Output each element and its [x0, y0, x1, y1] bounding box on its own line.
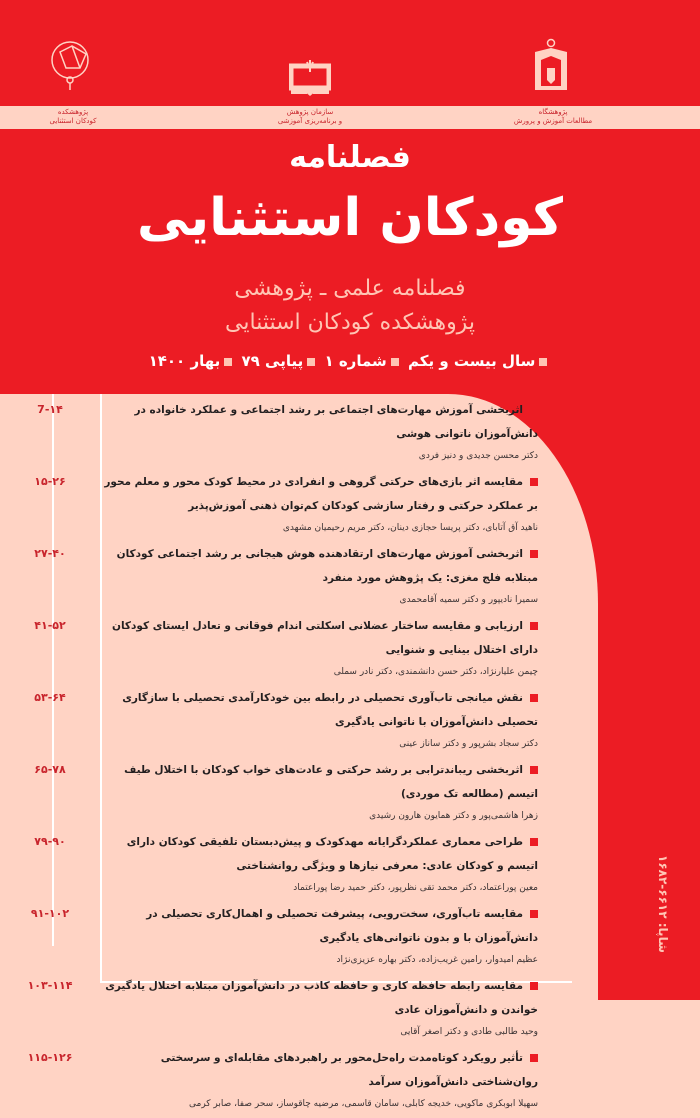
logo-label-line: سازمان پژوهش: [286, 108, 334, 116]
page-range: ۲۷-۴۰: [34, 547, 66, 560]
page-range: ۶۵-۷۸: [34, 763, 66, 776]
issue-number: شماره ۱: [324, 352, 387, 370]
logo-label-line: و برنامه‌ریزی آموزشی: [277, 117, 343, 125]
issue-season: بهار ۱۴۰۰: [148, 352, 221, 370]
page-range: ۱۰۳-۱۱۴: [27, 979, 73, 992]
journal-type-label: فصلنامه: [289, 140, 411, 175]
logo-label-line: کودکان استثنایی: [49, 117, 97, 125]
square-bullet-icon: [530, 478, 538, 486]
research-planning-organization-logo: [289, 60, 331, 98]
issue-year: سال بیست و یکم: [408, 352, 536, 370]
logo-label-line: پژوهشگاه: [538, 108, 568, 116]
article-authors: معین پوراعتماد، دکتر محمد تقی نظرپور، دکتر حمید رضا پوراعتماد: [293, 883, 538, 893]
article-title: [100, 1046, 560, 1094]
publisher-name: پژوهشکده کودکان استثنایی: [225, 310, 475, 335]
institute-exceptional-children-logo: [50, 38, 94, 94]
square-bullet-icon: [530, 766, 538, 774]
article-authors: ناهید آق آتابای، دکتر پریسا حجازی دینان، دکتر مریم رحیمیان مشهدی: [282, 523, 538, 533]
top-red-band: [0, 0, 700, 106]
article-authors: دکتر محسن جدیدی و دنیز فردی: [418, 451, 538, 461]
square-bullet-icon: [530, 982, 538, 990]
toc-entry[interactable]: [34, 830, 560, 898]
article-title-text: اثربخشی آموزش مهارت‌های اجتماعی بر رشد اجتماعی و عملکرد خانواده در دانش‌آموزان ناتوانی هوشی: [134, 404, 538, 440]
article-title-text: نقش میانجی تاب‌آوری تحصیلی در رابطه بین خودکارآمدی تحصیلی با سازگاری تحصیلی دانش‌آموزان با ناتوانی یادگیری: [122, 692, 538, 728]
square-bullet-icon: [530, 406, 538, 414]
square-bullet-icon: [530, 910, 538, 918]
article-title: [100, 398, 560, 446]
article-authors: وحید طالبی طادی و دکتر اصغر آقایی: [400, 1027, 538, 1037]
article-title-text: ارزیابی و مقایسه ساختار عضلانی اسکلتی اندام فوقانی و تعادل ایستای کودکان دارای اختلال بینایی و شنوایی: [111, 620, 538, 656]
page-range: ۱۱۵-۱۲۶: [27, 1051, 73, 1064]
toc-entry[interactable]: [34, 614, 560, 682]
page-range: ۴۱-۵۲: [34, 619, 66, 632]
logo-label: [493, 108, 613, 126]
article-title: [100, 902, 560, 950]
article-title-text: طراحی معماری عملکردگرایانه مهدکودک و پیش‌دبستان تلفیقی کودکان دارای اتیسم و کودکان عادی: معرفی نیازها و ویژگی روانشناختی: [126, 836, 538, 872]
issue-info: [0, 352, 700, 370]
logo-label-line: پژوهشکده: [57, 108, 89, 116]
square-bullet-icon: [530, 1054, 538, 1062]
toc-entry[interactable]: [37, 398, 560, 466]
article-authors: دکتر سجاد بشرپور و دکتر ساناز عینی: [399, 739, 538, 749]
article-authors: زهرا هاشمی‌پور و دکتر همایون هارون رشیدی: [369, 811, 538, 821]
article-authors: عظیم امیدوار، رامین غریب‌زاده، دکتر بهاره عزیزی‌نژاد: [336, 955, 538, 965]
article-title: [100, 686, 560, 734]
logo-label: [13, 108, 133, 126]
article-title: [100, 830, 560, 878]
article-authors: سهیلا ابوبکری ماکویی، خدیجه کابلی، سامان قاسمی، مرضیه چاقوساز، سحر صفا، صابر کرمی: [189, 1099, 538, 1109]
article-title-text: مقایسه اثر بازی‌های حرکتی گروهی و انفرادی در محیط کودک محور و معلم محور بر عملکرد حرکتی و رفتار سازشی کودکان کم‌توان ذهنی آموزش‌پذیر: [104, 476, 538, 512]
square-bullet-icon: [530, 550, 538, 558]
square-bullet-icon: [530, 622, 538, 630]
article-title: [100, 542, 560, 590]
toc-entry[interactable]: [34, 542, 560, 610]
table-of-contents: [27, 398, 560, 1118]
square-bullet-icon: [539, 358, 547, 366]
article-title-text: اثربخشی آموزش مهارت‌های ارتقادهنده هوش هیجانی بر رشد اجتماعی کودکان مبتلابه فلج مغزی: یک پژوهش مورد منفرد: [116, 548, 538, 584]
square-bullet-icon: [224, 358, 232, 366]
square-bullet-icon: [530, 838, 538, 846]
square-bullet-icon: [530, 694, 538, 702]
journal-subtitle: فصلنامه علمی ـ پژوهشی: [234, 276, 466, 301]
education-studies-institute-logo: [531, 38, 571, 94]
article-title-text: تأثیر رویکرد کوتاه‌مدت راه‌حل‌محور بر راهبردهای مقابله‌ای و سرسختی روان‌شناختی دانش‌آموزان سرآمد: [160, 1052, 538, 1088]
logo-label: [250, 108, 370, 126]
article-title: [100, 470, 560, 518]
toc-entry[interactable]: [34, 758, 560, 826]
article-authors: سمیرا نادیپور و دکتر سمیه آقامحمدی: [399, 595, 538, 605]
article-title: [100, 758, 560, 806]
toc-entry[interactable]: [34, 470, 560, 538]
issue-serial: پیاپی ۷۹: [241, 352, 304, 370]
square-bullet-icon: [307, 358, 315, 366]
logo-label-line: مطالعات آموزش و پرورش: [513, 117, 593, 125]
toc-entry[interactable]: [30, 902, 560, 970]
article-authors: چیمن علیارنژاد، دکتر حسن دانشمندی، دکتر نادر سملی: [333, 667, 538, 677]
page-range: ۷۹-۹۰: [34, 835, 66, 848]
page-range: ۹۱-۱۰۲: [30, 907, 70, 920]
article-title: [100, 614, 560, 662]
page-range: ۵۳-۶۴: [34, 691, 66, 704]
article-title-text: اثربخشی ریباندترابی بر رشد حرکتی و عادت‌های خواب کودکان با اختلال طیف اتیسم (مطالعه تک موردی): [124, 764, 538, 800]
issn-number: شاپا: ۶۶۱۲-۱۶۸۲: [656, 855, 670, 953]
page-range: ۱۵-۲۶: [34, 475, 66, 488]
toc-entry[interactable]: [27, 1046, 560, 1114]
toc-entry[interactable]: [27, 974, 560, 1042]
page-range: 7-۱۴: [37, 403, 63, 416]
article-title-text: مقایسه رابطه حافظه کاری و حافظه کاذب در دانش‌آموزان مبتلابه اختلال یادگیری خواندن و دانش‌آموزان عادی: [105, 980, 538, 1016]
toc-entry[interactable]: [34, 686, 560, 754]
square-bullet-icon: [391, 358, 399, 366]
journal-title: کودکان استثنایی: [136, 188, 564, 248]
article-title: [100, 974, 560, 1022]
article-title-text: مقایسه تاب‌آوری، سخت‌رویی، پیشرفت تحصیلی و اهمال‌کاری تحصیلی در دانش‌آموزان با و بدون ناتوانی‌های یادگیری: [146, 908, 538, 944]
